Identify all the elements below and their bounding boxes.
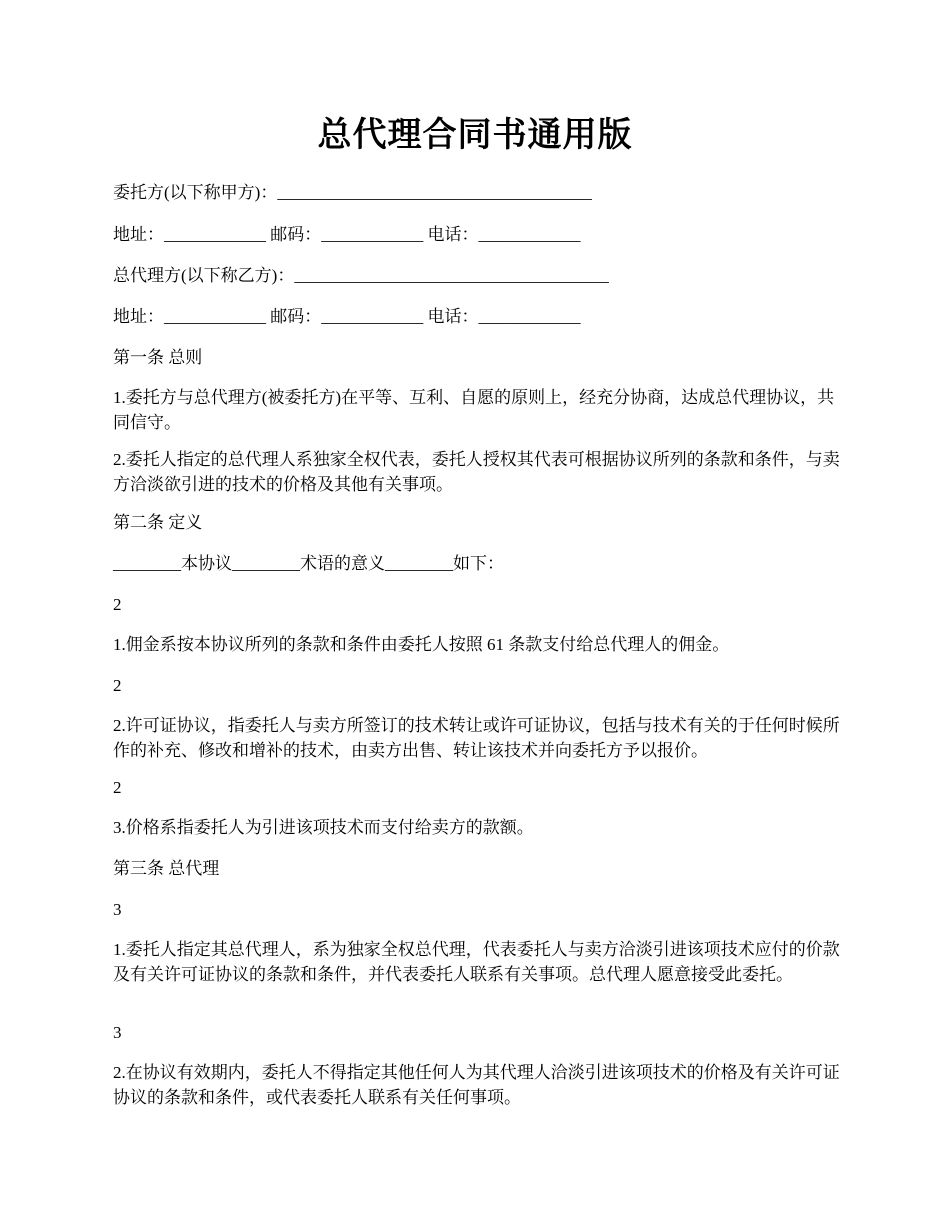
section-number: 3 <box>113 900 122 919</box>
paragraph: 2.许可证协议，指委托人与卖方所签订的技术转让或许可证协议，包括与技术有关的于任何时候所作的补充、修改和增补的技术，由卖方出售、转让该技术并向委托方予以报价。 <box>113 716 840 760</box>
paragraph: 2.在协议有效期内，委托人不得指定其他任何人为其代理人洽淡引进该项技术的价格及有关许可证协议的条款和条件，或代表委托人联系有关任何事项。 <box>113 1063 840 1107</box>
definition-intro-line: ________本协议________术语的意义________如下： <box>113 554 504 573</box>
section-number: 2 <box>113 595 122 614</box>
article-1-heading: 第一条 总则 <box>113 348 203 367</box>
paragraph: 3.价格系指委托人为引进该项技术而支付给卖方的款额。 <box>113 818 534 837</box>
party-b-line: 总代理方(以下称乙方)：_____________________________________ <box>113 266 609 285</box>
paragraph: 2.委托人指定的总代理人系独家全权代表，委托人授权其代表可根据协议所列的条款和条件，与卖方洽淡欲引进的技术的价格及其他有关事项。 <box>113 450 840 494</box>
party-a-address-line: 地址：____________ 邮码：____________ 电话：____________ <box>113 225 581 244</box>
paragraph: 1.委托人指定其总代理人，系为独家全权总代理，代表委托人与卖方洽淡引进该项技术应付的价款及有关许可证协议的条款和条件，并代表委托人联系有关事项。总代理人愿意接受此委托。 <box>113 940 840 984</box>
document-title: 总代理合同书通用版 <box>317 117 633 154</box>
article-3-heading: 第三条 总代理 <box>113 859 220 878</box>
article-2-heading: 第二条 定义 <box>113 513 203 532</box>
paragraph: 1.佣金系按本协议所列的条款和条件由委托人按照 61 条款支付给总代理人的佣金。 <box>113 635 730 654</box>
section-number: 2 <box>113 676 122 695</box>
party-b-address-line: 地址：____________ 邮码：____________ 电话：____________ <box>113 307 581 326</box>
section-number: 3 <box>113 1023 122 1042</box>
section-number: 2 <box>113 778 122 797</box>
paragraph: 1.委托方与总代理方(被委托方)在平等、互利、自愿的原则上，经充分协商，达成总代理协议，共同信守。 <box>113 388 835 432</box>
party-a-line: 委托方(以下称甲方)：_____________________________________ <box>113 183 592 202</box>
